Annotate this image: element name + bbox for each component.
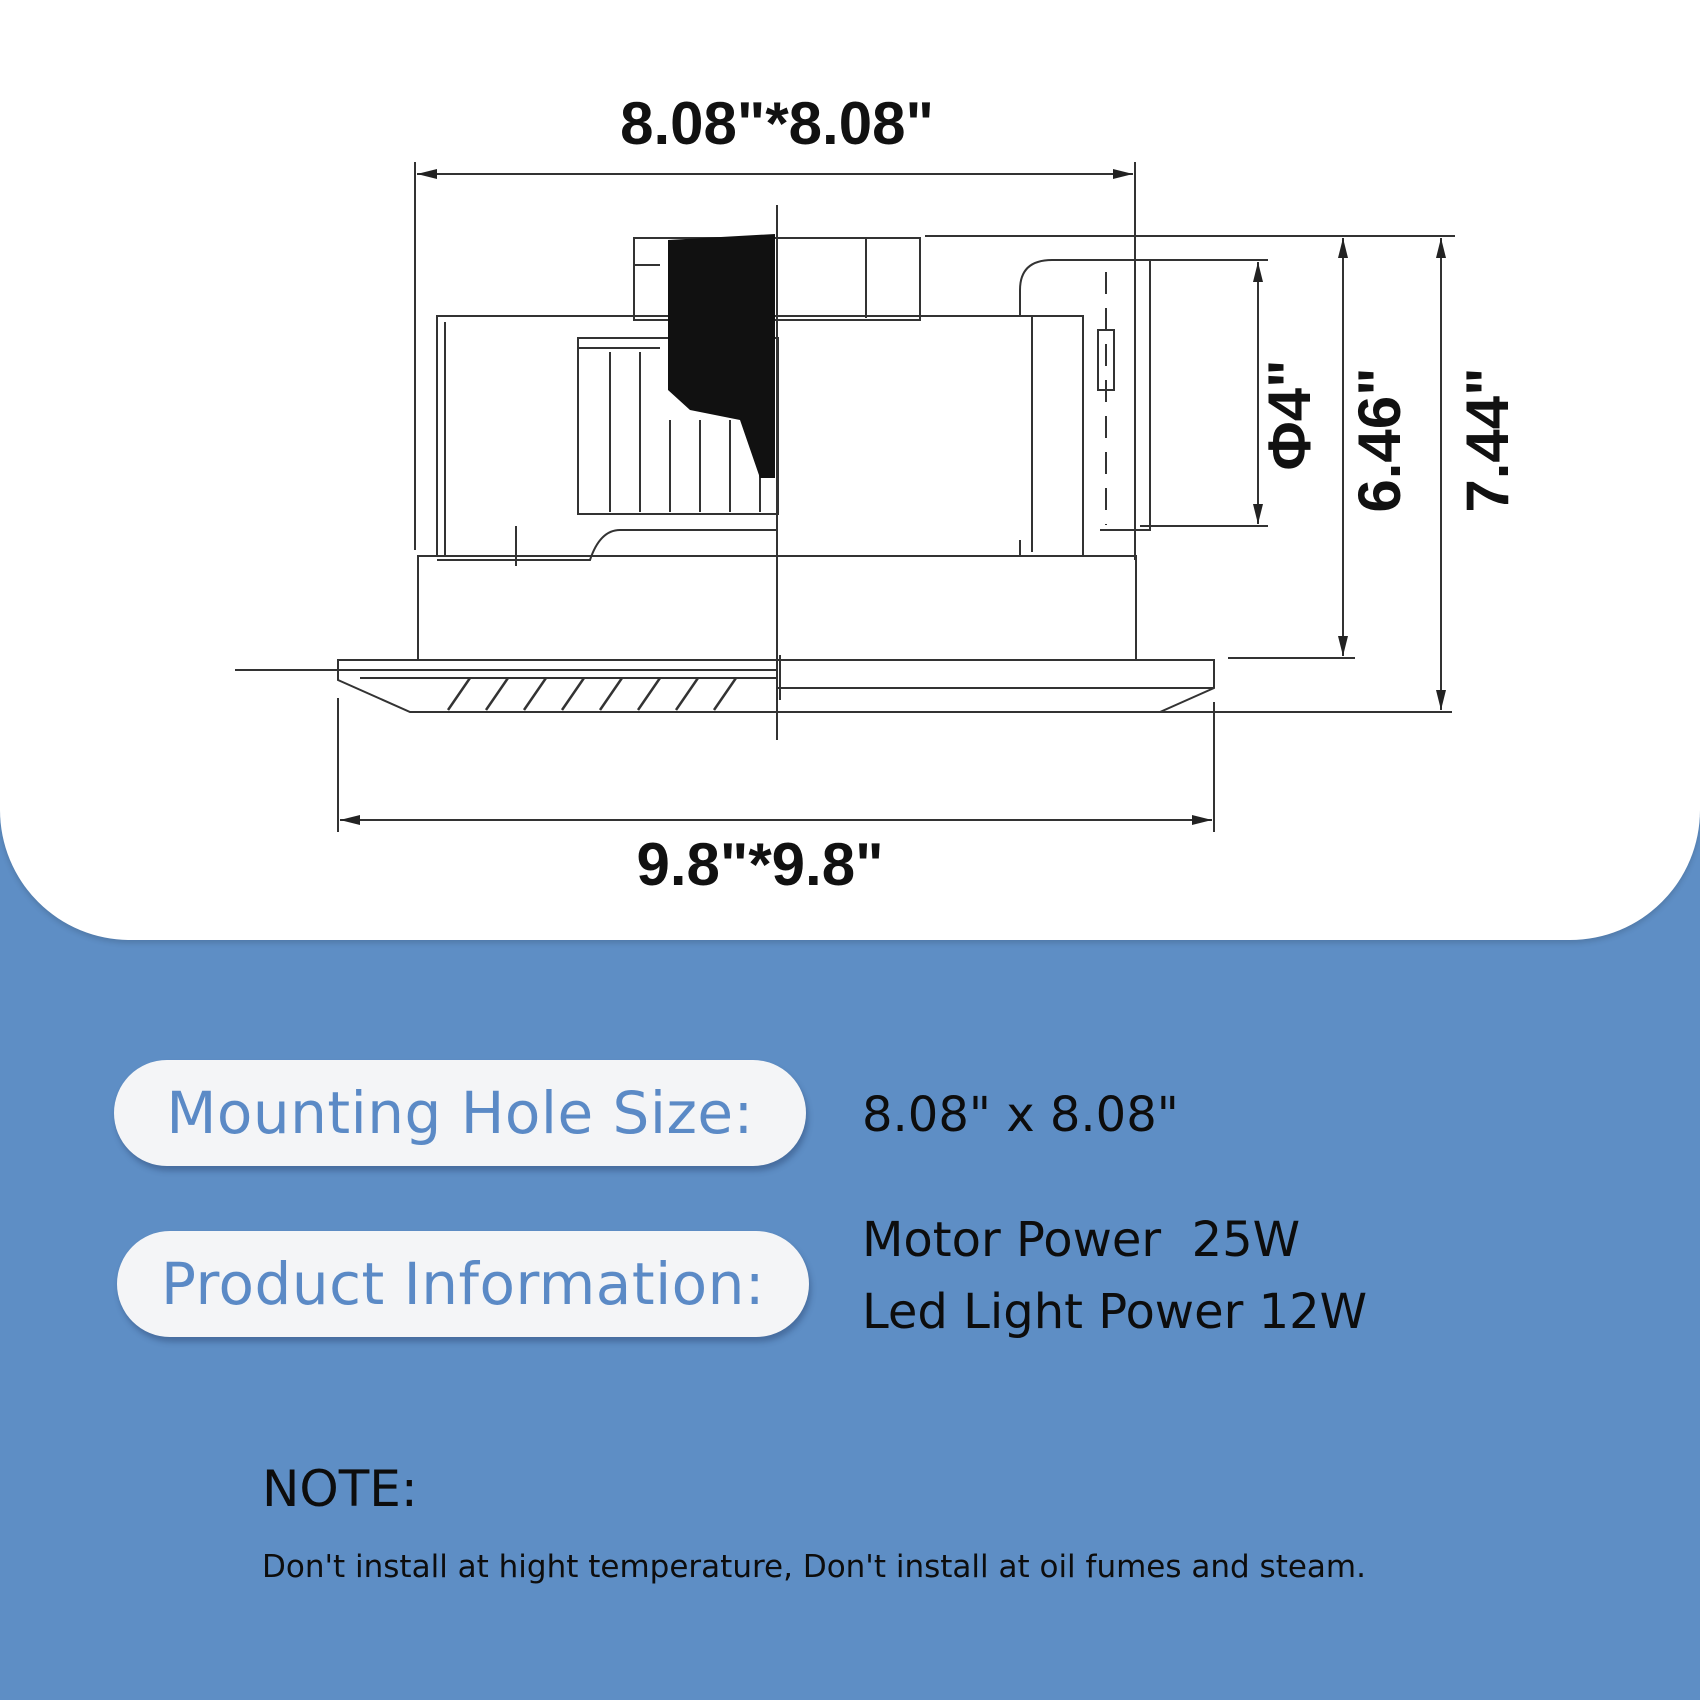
mounting-hole-size-value: 8.08" x 8.08" — [862, 1087, 1179, 1143]
motor-power-text: Motor Power 25W — [862, 1212, 1301, 1268]
led-power-text: Led Light Power 12W — [862, 1284, 1368, 1340]
mounting-hole-size-label: Mounting Hole Size: — [114, 1060, 806, 1166]
top-width-label: 8.08"*8.08" — [620, 90, 934, 157]
duct-diameter-label: Φ4" — [1256, 359, 1323, 471]
grille-slats — [448, 678, 736, 710]
bottom-width-label: 9.8"*9.8" — [636, 831, 884, 898]
body-height-label: 6.46" — [1346, 367, 1413, 513]
note-body: Don't install at hight temperature, Don't install at oil fumes and steam. — [262, 1549, 1366, 1585]
note-title: NOTE: — [262, 1460, 418, 1518]
motor-block — [668, 234, 775, 478]
product-information-label: Product Information: — [117, 1231, 809, 1337]
total-height-label: 7.44" — [1454, 367, 1521, 513]
